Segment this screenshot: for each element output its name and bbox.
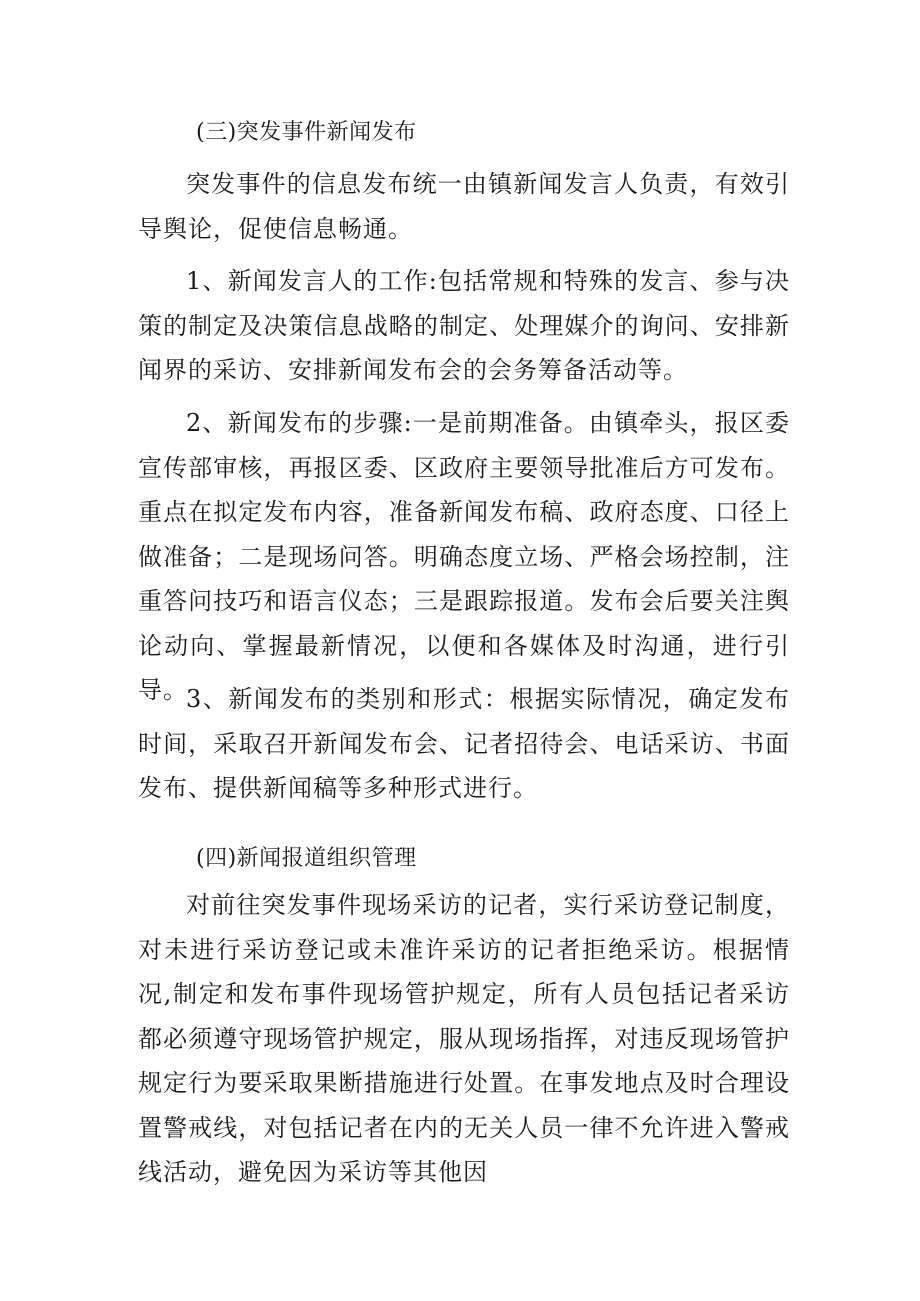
section-heading-3: (三)突发事件新闻发布: [196, 120, 417, 145]
paragraph-item-3: 3、新闻发布的类别和形式：根据实际情况，确定发布时间，采取召开新闻发布会、记者招待会、电话采访、书面发布、提供新闻稿等多种形式进行。: [138, 685, 790, 802]
paragraph-intro: 突发事件的信息发布统一由镇新闻发言人负责，有效引导舆论，促使信息畅通。: [138, 170, 790, 243]
paragraph-item-1: 1、新闻发言人的工作:包括常规和特殊的发言、参与决策的制定及决策信息战略的制定、处理媒介的询问、安排新闻界的采访、安排新闻发布会的会务筹备活动等。: [138, 267, 790, 384]
paragraph-reporting: 对前往突发事件现场采访的记者，实行采访登记制度，对未进行采访登记或未准许采访的记者拒绝采访。根据情况,制定和发布事件现场管护规定，所有人员包括记者采访都必须遵守现场管护规定，服从现场指挥，对违反现场管护规定行为要采取果断措施进行处置。在事发地点及时合理设置警戒线，对包括记者在内的无关人员一律不允许进入警戒线活动，避免因为采访等其他因: [138, 891, 790, 1186]
paragraph-item-2: 2、新闻发布的步骤:一是前期准备。由镇牵头，报区委宣传部审核，再报区委、区政府主要领导批准后方可发布。重点在拟定发布内容，准备新闻发布稿、政府态度、口径上做准备；二是现场问答。明确态度立场、严格会场控制，注重答问技巧和语言仪态；三是跟踪报道。发布会后要关注舆论动向、掌握最新情况，以便和各媒体及时沟通，进行引导。: [138, 409, 790, 704]
section-heading-4: (四)新闻报道组织管理: [196, 846, 417, 871]
